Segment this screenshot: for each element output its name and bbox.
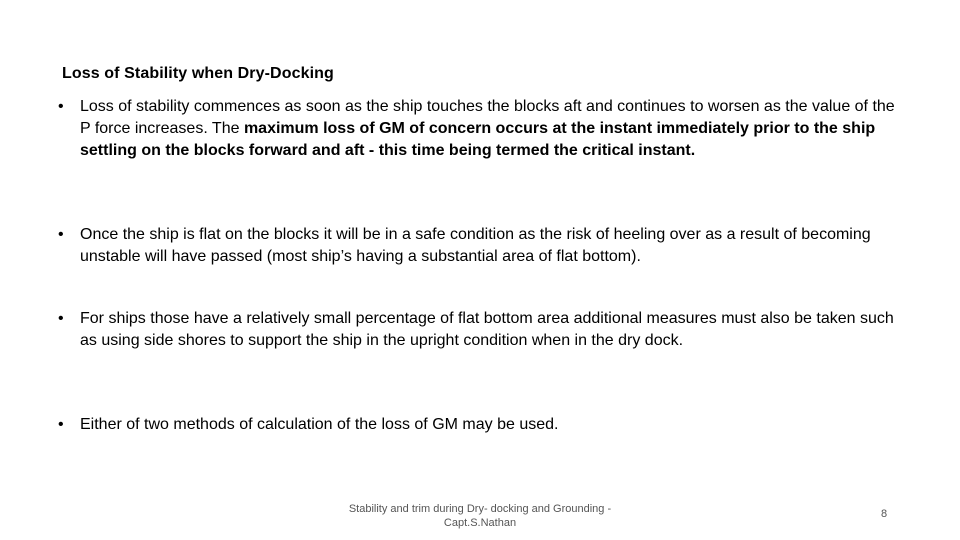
bullet-item-1: [58, 96, 898, 162]
slide-footer: [330, 502, 630, 530]
bullet-item-3: [58, 308, 898, 352]
page-number: 8: [880, 508, 888, 520]
footer-line-2: Capt.S.Nathan: [443, 517, 517, 529]
bullet-marker: •: [58, 310, 64, 327]
bullet-marker: •: [58, 98, 64, 115]
bullet-marker: •: [58, 416, 64, 433]
bullet-text: Either of two methods of calculation of the loss of GM may be used.: [80, 416, 559, 433]
bullet-marker: •: [58, 226, 64, 243]
bullet-item-2: [58, 224, 898, 268]
bullet-item-4: [58, 414, 898, 436]
bullet-text-regular: Loss of stability commences as soon as the ship touches the blocks aft and continues to worsen as the value of the P force increases. The: [80, 98, 895, 137]
footer-line-1: Stability and trim during Dry- docking and Grounding -: [348, 503, 612, 515]
bullet-text: For ships those have a relatively small percentage of flat bottom area additional measures must also be taken such as using side shores to support the ship in the upright condition when in the dry dock.: [80, 310, 894, 349]
bullet-text-bold: maximum loss of GM of concern occurs at the instant immediately prior to the ship settling on the blocks forward and aft - this time being termed the critical instant.: [80, 120, 876, 159]
slide-title: Loss of Stability when Dry-Docking: [62, 65, 334, 82]
bullet-text: [80, 96, 898, 162]
bullet-text: Once the ship is flat on the blocks it will be in a safe condition as the risk of heeling over as a result of becoming unstable will have passed (most ship’s having a substantial area of flat bottom).: [80, 226, 871, 265]
